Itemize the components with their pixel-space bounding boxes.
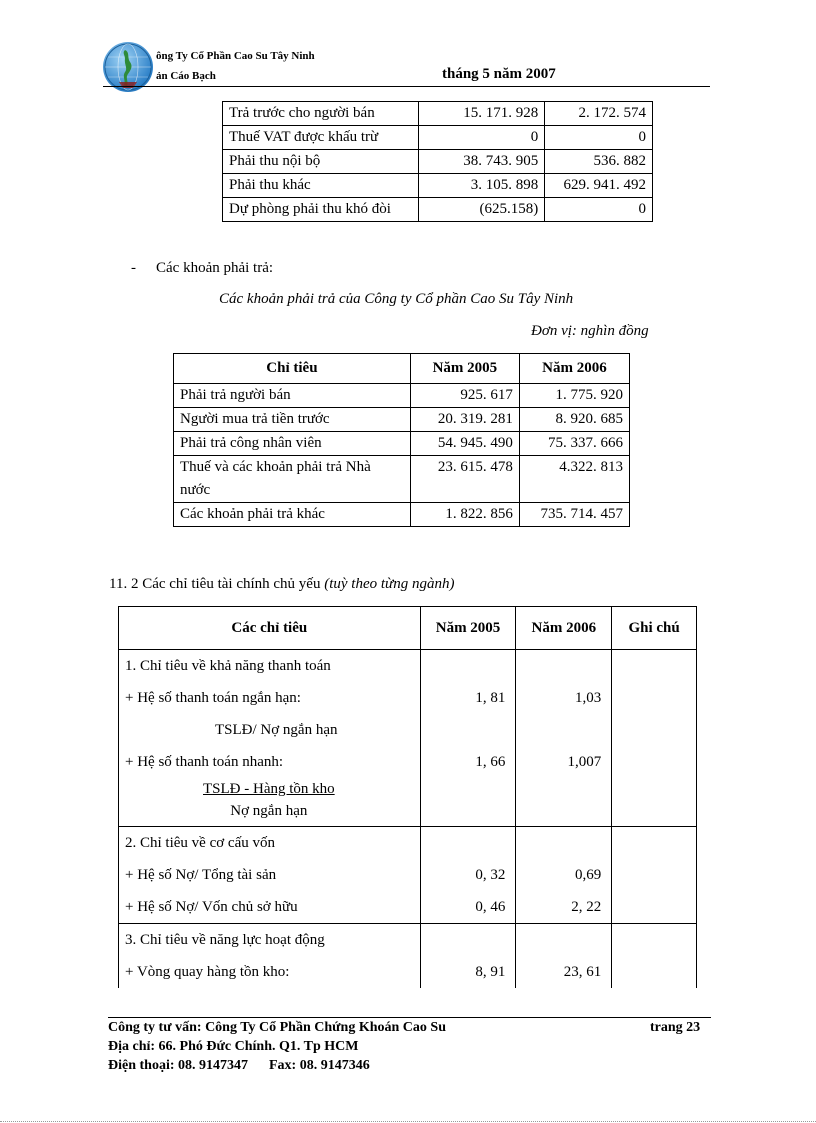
table-row [223,150,653,174]
ratio-label: + Hệ số Nợ/ Vốn chủ sở hữu [125,899,298,915]
row-label: Các khoản phải trả khác [174,503,411,527]
ratio-formula: TSLĐ/ Nợ ngắn hạn [215,722,338,738]
value-2005: 38. 743. 905 [419,150,545,174]
group-values-2006 [516,924,612,989]
header-document-title: ản Cáo Bạch [156,70,216,82]
group-values-2006 [516,650,612,827]
value-2006: 1,007 [567,754,602,770]
value-2005: 8, 91 [475,964,506,980]
row-label: Phải trả người bán [174,384,411,408]
value-2006: 735. 714. 457 [519,503,629,527]
value-2006: 23, 61 [563,964,602,980]
ratio-label: + Hệ số Nợ/ Tổng tài sản [125,867,277,883]
value-2006: 0 [545,126,653,150]
row-label: Trả trước cho người bán [223,102,419,126]
group-title: 1. Chỉ tiêu về khả năng thanh toán [125,658,331,674]
value-2005: 54. 945. 490 [410,432,519,456]
row-label: Thuế và các khoản phải trả Nhà nước [174,456,411,503]
section-note: (tuỳ theo từng ngành) [324,576,455,592]
value-2006: 75. 337. 666 [519,432,629,456]
value-2006: 1,03 [574,690,602,706]
company-logo [103,42,153,92]
value-2006: 2. 172. 574 [545,102,653,126]
fraction-denominator: Nợ ngắn hạn [230,803,308,819]
table-row [119,650,697,827]
value-2006: 8. 920. 685 [519,408,629,432]
footer-phone-fax: Điện thoại: 08. 9147347 Fax: 08. 9147346 [108,1058,370,1073]
note-cell [612,924,697,989]
table-header-row [119,607,697,650]
ratio-group-liquidity [119,650,421,827]
value-2005: 0, 46 [475,899,506,915]
table-row [223,198,653,222]
page-bottom-border [0,1121,816,1122]
section-heading [109,576,454,593]
ratio-formula-fraction [125,778,420,826]
group-values-2005 [420,924,516,989]
value-2006: 0,69 [574,867,602,883]
value-2006: 2, 22 [571,899,602,915]
group-values-2005 [420,827,516,924]
table-row [223,174,653,198]
row-label: Phải thu nội bộ [223,150,419,174]
table-row [174,384,630,408]
note-cell [612,650,697,827]
value-2006: 0 [545,198,653,222]
receivables-table [222,101,653,222]
list-bullet: - [131,260,136,276]
value-2005: 925. 617 [410,384,519,408]
section-title: 11. 2 Các chỉ tiêu tài chính chủ yếu [109,576,321,592]
payables-heading: Các khoản phải trả: [156,260,274,276]
footer-address: Địa chỉ: 66. Phó Đức Chính. Q1. Tp HCM [108,1039,359,1054]
column-header-2005: Năm 2005 [410,354,519,384]
vietnam-globe-logo-icon [103,42,153,92]
row-label: Người mua trả tiền trước [174,408,411,432]
ratio-label: + Hệ số thanh toán ngắn hạn: [125,690,301,706]
table-row [174,503,630,527]
value-2005: 1. 822. 856 [410,503,519,527]
row-label: Phải thu khác [223,174,419,198]
value-2005: 0, 32 [475,867,506,883]
table-row [174,432,630,456]
financial-ratios-table [118,606,697,988]
table-header-row [174,354,630,384]
header-divider [103,86,710,87]
ratio-group-capital-structure [119,827,421,924]
group-title: 2. Chỉ tiêu về cơ cấu vốn [125,835,275,851]
group-title: 3. Chỉ tiêu về năng lực hoạt động [125,932,325,948]
column-header-note: Ghi chú [612,607,697,650]
value-2005: 20. 319. 281 [410,408,519,432]
ratio-label: + Vòng quay hàng tồn kho: [125,964,290,980]
value-2005: (625.158) [419,198,545,222]
table-row [223,102,653,126]
column-header-indicator: Các chỉ tiêu [119,607,421,650]
note-cell [612,827,697,924]
value-2006: 1. 775. 920 [519,384,629,408]
ratio-label: + Hệ số thanh toán nhanh: [125,754,284,770]
value-2006: 536. 882 [545,150,653,174]
column-header-indicator: Chỉ tiêu [174,354,411,384]
value-2005: 23. 615. 478 [410,456,519,503]
value-2005: 1, 81 [475,690,506,706]
column-header-2006: Năm 2006 [519,354,629,384]
ratio-group-operating-capacity [119,924,421,989]
payables-table-caption: Các khoản phải trả của Công ty Cổ phần Cao Su Tây Ninh [219,291,574,307]
row-label: Thuế VAT được khấu trừ [223,126,419,150]
value-2005: 15. 171. 928 [419,102,545,126]
footer-consultant: Công ty tư vấn: Công Ty Cổ Phần Chứng Khoán Cao Su [108,1020,446,1035]
table-row [119,924,697,989]
table-row [174,456,630,503]
row-label: Dự phòng phải thu khó đòi [223,198,419,222]
value-2006: 629. 941. 492 [545,174,653,198]
group-values-2005 [420,650,516,827]
table-row [223,126,653,150]
header-company-name: ông Ty Cổ Phần Cao Su Tây Ninh [156,50,315,62]
row-label: Phải trả công nhân viên [174,432,411,456]
value-2005: 1, 66 [475,754,506,770]
payables-unit-note: Đơn vị: nghìn đồng [531,323,649,339]
value-2005: 0 [419,126,545,150]
table-row [119,827,697,924]
value-2005: 3. 105. 898 [419,174,545,198]
payables-table [173,353,630,527]
group-values-2006 [516,827,612,924]
footer-divider [108,1017,711,1018]
table-row [174,408,630,432]
page-number: trang 23 [650,1020,701,1035]
value-2006: 4.322. 813 [519,456,629,503]
column-header-2006: Năm 2006 [516,607,612,650]
column-header-2005: Năm 2005 [420,607,516,650]
header-date: tháng 5 năm 2007 [442,66,556,82]
fraction-numerator: TSLĐ - Hàng tồn kho [203,781,335,797]
